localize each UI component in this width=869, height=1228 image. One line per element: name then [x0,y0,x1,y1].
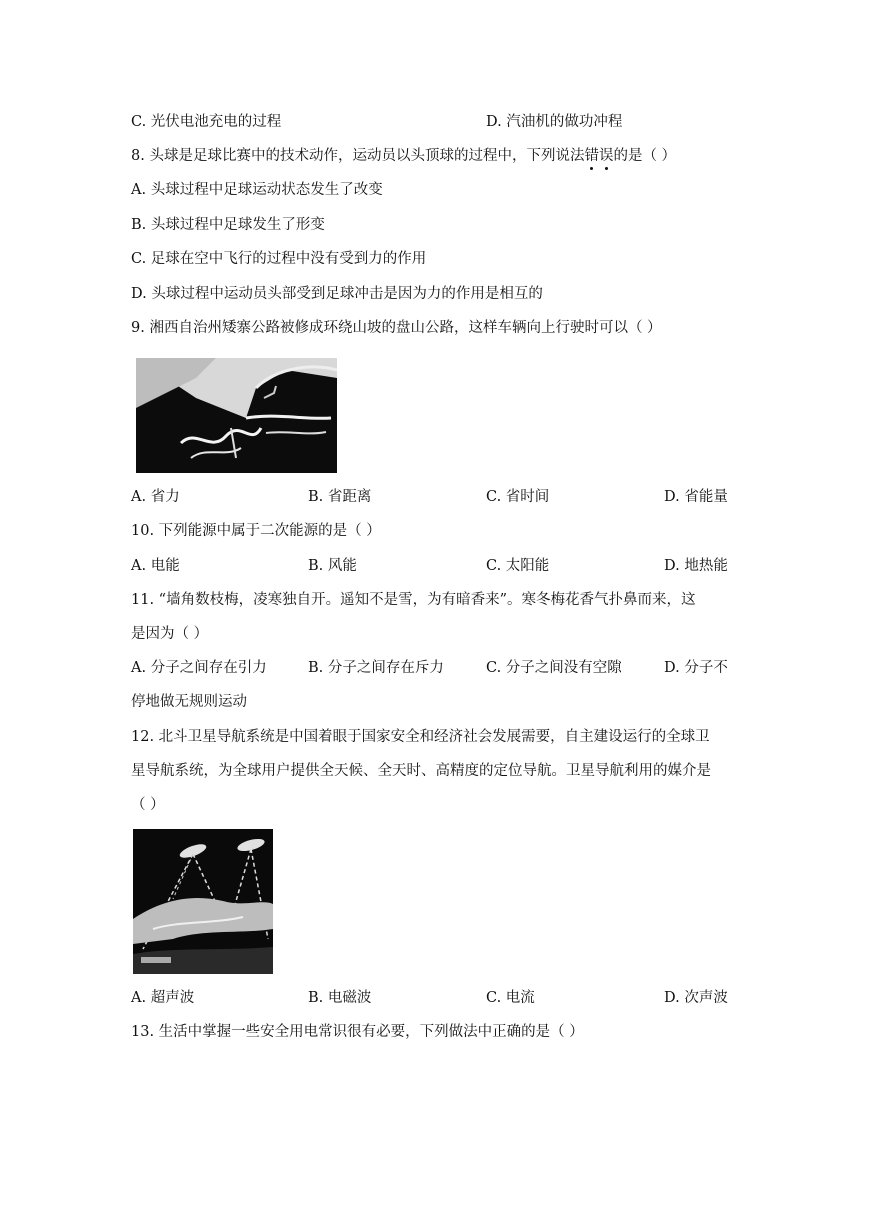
q13-stem: 13. 生活中掌握一些安全用电常识很有必要，下列做法中正确的是（ ） [131,1024,584,1040]
q12-stem-line2: 星导航系统，为全球用户提供全天候、全天时、高精度的定位导航。卫星导航利用的媒介是 [131,763,711,779]
q9-option-d: D. 省能量 [664,489,728,505]
mountain-road-photo [136,358,337,473]
mountain-road-image [136,358,337,473]
q10-stem: 10. 下列能源中属于二次能源的是（ ） [131,523,381,539]
q10-option-b: B. 风能 [308,558,357,574]
q8-option-a: A. 头球过程中足球运动状态发生了改变 [131,182,383,198]
q10-option-a: A. 电能 [131,558,180,574]
q11-stem-line2: 是因为（ ） [131,626,209,642]
q7-option-c: C. 光伏电池充电的过程 [131,114,282,130]
q12-stem-line3: （ ） [131,797,165,813]
q11-option-b: B. 分子之间存在斥力 [308,660,444,676]
satellite-navigation-image [133,829,273,974]
q12-option-c: C. 电流 [486,990,535,1006]
q8-option-d: D. 头球过程中运动员头部受到足球冲击是因为力的作用是相互的 [131,286,543,302]
q11-stem-line1: 11. “墙角数枝梅，凌寒独自开。遥知不是雪，为有暗香来”。寒冬梅花香气扑鼻而来，这 [131,592,696,608]
q9-option-a: A. 省力 [131,489,180,505]
q12-stem-line1: 12. 北斗卫星导航系统是中国着眼于国家安全和经济社会发展需要，自主建设运行的全球卫 [131,729,710,745]
q11-option-c: C. 分子之间没有空隙 [486,660,622,676]
q8-stem: 8. 头球是足球比赛中的技术动作，运动员以头顶球的过程中，下列说法错误的是（ ） [131,148,677,164]
q9-option-c: C. 省时间 [486,489,550,505]
q11-option-a: A. 分子之间存在引力 [131,660,267,676]
q10-option-d: D. 地热能 [664,558,728,574]
q9-option-b: B. 省距离 [308,489,372,505]
q9-stem: 9. 湘西自治州矮寨公路被修成环绕山坡的盘山公路，这样车辆向上行驶时可以（ ） [131,320,662,336]
emphasis-dot-char: 误 [598,148,614,164]
emphasis-dot-char: 错 [584,148,599,164]
q8-option-b: B. 头球过程中足球发生了形变 [131,217,325,233]
q11-option-d-continued: 停地做无规则运动 [131,694,247,710]
q12-option-b: B. 电磁波 [308,990,372,1006]
q11-option-d: D. 分子不 [664,660,728,676]
q8-option-c: C. 足球在空中飞行的过程中没有受到力的作用 [131,251,427,267]
satellite-navigation-photo [133,829,273,974]
q7-option-d: D. 汽油机的做功冲程 [486,114,623,130]
q12-option-d: D. 次声波 [664,990,728,1006]
q12-option-a: A. 超声波 [131,990,195,1006]
q10-option-c: C. 太阳能 [486,558,550,574]
